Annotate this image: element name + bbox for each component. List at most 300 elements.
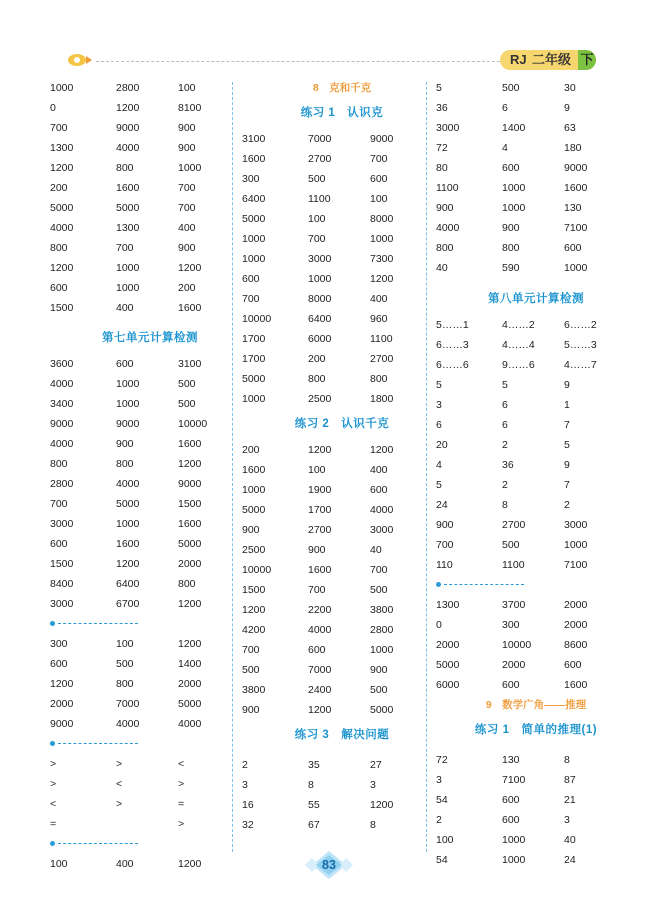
answer-value: 2000 bbox=[564, 619, 588, 631]
answer-value: 5 bbox=[502, 379, 508, 391]
answer-value: 1000 bbox=[116, 398, 140, 410]
answer-row bbox=[50, 534, 250, 554]
answer-value: 4200 bbox=[242, 624, 266, 636]
answer-row bbox=[436, 315, 636, 335]
answer-row bbox=[436, 395, 636, 415]
answer-value: > bbox=[50, 758, 57, 770]
answer-value: 130 bbox=[564, 202, 582, 214]
answer-value: 100 bbox=[178, 82, 196, 94]
answer-row bbox=[50, 794, 250, 814]
answer-row bbox=[50, 218, 250, 238]
answer-row bbox=[242, 640, 442, 660]
answer-row bbox=[50, 634, 250, 654]
answer-value: 1600 bbox=[178, 302, 202, 314]
answer-value: 1500 bbox=[178, 498, 202, 510]
answer-value: 1000 bbox=[50, 82, 74, 94]
answer-row bbox=[50, 158, 250, 178]
answer-value: 30 bbox=[564, 82, 576, 94]
answer-value: 500 bbox=[502, 82, 520, 94]
answer-value: 2500 bbox=[242, 544, 266, 556]
answer-value: 36 bbox=[502, 459, 514, 471]
answer-row bbox=[436, 830, 636, 850]
answer-value: 100 bbox=[50, 858, 68, 870]
answer-row bbox=[242, 815, 442, 835]
answer-row bbox=[50, 178, 250, 198]
answer-value: 1000 bbox=[242, 233, 266, 245]
answer-value: 1200 bbox=[50, 678, 74, 690]
answer-value: 5000 bbox=[242, 213, 266, 225]
answer-row bbox=[242, 660, 442, 680]
answer-value: 600 bbox=[502, 794, 520, 806]
answer-value: 3800 bbox=[242, 684, 266, 696]
answer-value: 700 bbox=[242, 293, 260, 305]
answer-value: 8600 bbox=[564, 639, 588, 651]
answer-value: 500 bbox=[370, 584, 388, 596]
answer-value: 300 bbox=[502, 619, 520, 631]
badge-grade: 二年级 bbox=[532, 52, 572, 67]
answer-value: 590 bbox=[502, 262, 520, 274]
answer-value: 80 bbox=[436, 162, 448, 174]
answer-value: 9000 bbox=[116, 122, 140, 134]
answer-value: 1200 bbox=[370, 273, 394, 285]
answer-row bbox=[50, 514, 250, 534]
answer-value: 200 bbox=[50, 182, 68, 194]
answer-row bbox=[436, 475, 636, 495]
answer-row bbox=[436, 770, 636, 790]
answer-value: 4000 bbox=[50, 378, 74, 390]
answer-value: 500 bbox=[502, 539, 520, 551]
answer-row bbox=[50, 694, 250, 714]
answer-value: 1200 bbox=[116, 102, 140, 114]
answer-value: 2700 bbox=[308, 524, 332, 536]
answer-value: 6……2 bbox=[564, 319, 597, 331]
answer-row bbox=[50, 554, 250, 574]
answer-row bbox=[50, 414, 250, 434]
answer-value: 1200 bbox=[50, 262, 74, 274]
section-title: 练习 1 简单的推理(1) bbox=[474, 724, 598, 736]
answer-value: 2 bbox=[436, 814, 442, 826]
answer-value: 6……6 bbox=[436, 359, 469, 371]
answer-value: 1600 bbox=[242, 153, 266, 165]
answer-value: 1600 bbox=[564, 679, 588, 691]
answer-value: 700 bbox=[242, 644, 260, 656]
answer-value: 4000 bbox=[116, 478, 140, 490]
answer-value: 1300 bbox=[50, 142, 74, 154]
answer-value: 9000 bbox=[564, 162, 588, 174]
answer-value: < bbox=[178, 758, 185, 770]
answer-value: 600 bbox=[50, 282, 68, 294]
answer-value: 1700 bbox=[242, 353, 266, 365]
answer-value: 72 bbox=[436, 754, 448, 766]
answer-row bbox=[436, 515, 636, 535]
answer-value: 3000 bbox=[50, 598, 74, 610]
answer-value: 6400 bbox=[242, 193, 266, 205]
answer-value: 1000 bbox=[116, 518, 140, 530]
answer-value: 0 bbox=[50, 102, 56, 114]
answer-value: 1000 bbox=[116, 282, 140, 294]
answer-row bbox=[242, 560, 442, 580]
section-title: 练习 3 解决问题 bbox=[294, 729, 390, 741]
answer-value: 400 bbox=[370, 464, 388, 476]
answer-value: 1600 bbox=[178, 438, 202, 450]
answer-value: 1100 bbox=[436, 182, 459, 194]
answer-value: 800 bbox=[178, 578, 196, 590]
answer-value: 600 bbox=[308, 644, 326, 656]
answer-row bbox=[436, 198, 636, 218]
answer-value: 7100 bbox=[564, 222, 588, 234]
answer-value: 1600 bbox=[178, 518, 202, 530]
answer-row bbox=[242, 189, 442, 209]
answer-value: 400 bbox=[178, 222, 196, 234]
answer-value: 2800 bbox=[116, 82, 140, 94]
answer-value: 5000 bbox=[436, 659, 460, 671]
answer-value: 9000 bbox=[50, 418, 74, 430]
answer-value: 2500 bbox=[308, 393, 332, 405]
answer-value: 600 bbox=[116, 358, 134, 370]
answer-value: 2800 bbox=[50, 478, 74, 490]
answer-row bbox=[436, 118, 636, 138]
answer-value: 40 bbox=[436, 262, 448, 274]
answer-value: 10000 bbox=[178, 418, 208, 430]
answer-value: 20 bbox=[436, 439, 448, 451]
answer-value: 3 bbox=[564, 814, 570, 826]
answer-value: 1800 bbox=[370, 393, 394, 405]
answer-value: 300 bbox=[242, 173, 260, 185]
answer-value: 2 bbox=[502, 479, 508, 491]
answer-value: = bbox=[178, 798, 185, 810]
answer-row bbox=[242, 700, 442, 720]
answer-value: 3700 bbox=[502, 599, 526, 611]
answer-value: 1000 bbox=[370, 233, 394, 245]
answer-row bbox=[436, 455, 636, 475]
answer-row bbox=[242, 795, 442, 815]
answer-value: 5000 bbox=[242, 373, 266, 385]
answer-value: 180 bbox=[564, 142, 582, 154]
answer-row bbox=[436, 535, 636, 555]
answer-row bbox=[436, 258, 636, 278]
answer-value: 3 bbox=[242, 779, 248, 791]
bullet-dot-icon bbox=[50, 741, 55, 746]
answer-value: 1200 bbox=[50, 162, 74, 174]
answer-row bbox=[436, 790, 636, 810]
badge-prefix: RJ bbox=[510, 52, 527, 67]
answer-row bbox=[242, 289, 442, 309]
answer-value: 67 bbox=[308, 819, 320, 831]
answer-value: 7000 bbox=[308, 133, 332, 145]
answer-value: 7000 bbox=[308, 664, 332, 676]
answer-row bbox=[242, 600, 442, 620]
answer-value: 100 bbox=[370, 193, 388, 205]
answer-row bbox=[242, 540, 442, 560]
answer-value: 800 bbox=[436, 242, 454, 254]
answer-column-2 bbox=[242, 78, 442, 835]
answer-value: 200 bbox=[308, 353, 326, 365]
answer-value: 8000 bbox=[370, 213, 394, 225]
answer-value: 3000 bbox=[308, 253, 332, 265]
answer-row bbox=[50, 198, 250, 218]
answer-row bbox=[50, 394, 250, 414]
answer-value: 7 bbox=[564, 479, 570, 491]
answer-row bbox=[50, 298, 250, 318]
answer-value: 1000 bbox=[370, 644, 394, 656]
answer-value: 110 bbox=[436, 559, 453, 571]
answer-value: 700 bbox=[116, 242, 134, 254]
answer-value: 900 bbox=[370, 664, 388, 676]
answer-value: 8400 bbox=[50, 578, 74, 590]
answer-value: 2000 bbox=[178, 558, 202, 570]
answer-value: 1200 bbox=[178, 638, 202, 650]
answer-row bbox=[242, 209, 442, 229]
answer-value: 400 bbox=[116, 858, 134, 870]
answer-value: 1200 bbox=[178, 458, 202, 470]
chapter-title: 8 克和千克 bbox=[312, 82, 372, 94]
answer-value: 40 bbox=[564, 834, 576, 846]
answer-value: 6 bbox=[436, 419, 442, 431]
dashed-rule bbox=[444, 584, 524, 585]
answer-value: 7300 bbox=[370, 253, 394, 265]
answer-value: 600 bbox=[370, 173, 388, 185]
answer-row bbox=[50, 238, 250, 258]
answer-row bbox=[436, 158, 636, 178]
answer-value: 2 bbox=[242, 759, 248, 771]
answer-value: 500 bbox=[242, 664, 260, 676]
answer-value: 5000 bbox=[242, 504, 266, 516]
answer-value: 1200 bbox=[308, 444, 332, 456]
answer-value: 900 bbox=[178, 122, 196, 134]
answer-row bbox=[436, 850, 636, 870]
answer-value: 900 bbox=[178, 242, 196, 254]
answer-value: 3 bbox=[436, 774, 442, 786]
answer-row bbox=[436, 178, 636, 198]
answer-value: 2000 bbox=[436, 639, 460, 651]
answer-value: > bbox=[116, 758, 123, 770]
answer-value: 2700 bbox=[308, 153, 332, 165]
answer-value: 1600 bbox=[308, 564, 332, 576]
answer-value: 100 bbox=[308, 213, 326, 225]
answer-value: 200 bbox=[242, 444, 260, 456]
answer-value: 800 bbox=[116, 458, 134, 470]
answer-value: 6000 bbox=[308, 333, 332, 345]
answer-value: 3100 bbox=[242, 133, 266, 145]
answer-value: 600 bbox=[242, 273, 260, 285]
answer-value: 3000 bbox=[436, 122, 460, 134]
answer-value: 6000 bbox=[436, 679, 460, 691]
section-title: 第八单元计算检测 bbox=[488, 293, 584, 305]
answer-value: 3800 bbox=[370, 604, 394, 616]
block-separator bbox=[50, 734, 250, 754]
answer-value: 1000 bbox=[502, 834, 526, 846]
answer-row bbox=[50, 138, 250, 158]
answer-value: 1100 bbox=[370, 333, 393, 345]
answer-value: 1000 bbox=[564, 539, 588, 551]
answer-value: 1700 bbox=[242, 333, 266, 345]
answer-value: 1700 bbox=[308, 504, 332, 516]
answer-value: 600 bbox=[564, 659, 582, 671]
answer-value: 1300 bbox=[436, 599, 460, 611]
answer-value: 5 bbox=[436, 379, 442, 391]
answer-value: 700 bbox=[50, 122, 68, 134]
answer-value: 72 bbox=[436, 142, 448, 154]
answer-value: 800 bbox=[502, 242, 520, 254]
answer-value: 1000 bbox=[242, 253, 266, 265]
answer-value: 9000 bbox=[178, 478, 202, 490]
answer-value: 600 bbox=[50, 538, 68, 550]
answer-value: 8 bbox=[370, 819, 376, 831]
answer-value: 6 bbox=[502, 399, 508, 411]
answer-value: 600 bbox=[564, 242, 582, 254]
answer-row bbox=[50, 654, 250, 674]
answer-value: 1000 bbox=[502, 182, 526, 194]
answer-value: 500 bbox=[116, 658, 134, 670]
answer-value: 600 bbox=[502, 162, 520, 174]
answer-value: 2000 bbox=[564, 599, 588, 611]
answer-value: 1000 bbox=[242, 484, 266, 496]
answer-row bbox=[50, 754, 250, 774]
block-separator bbox=[436, 575, 636, 595]
answer-value: 32 bbox=[242, 819, 254, 831]
answer-value: 1000 bbox=[564, 262, 588, 274]
answer-value: 300 bbox=[50, 638, 68, 650]
answer-value: 63 bbox=[564, 122, 576, 134]
answer-value: 5000 bbox=[116, 202, 140, 214]
answer-value: 2200 bbox=[308, 604, 332, 616]
answer-value: 5 bbox=[436, 82, 442, 94]
answer-row bbox=[50, 674, 250, 694]
answer-row bbox=[436, 655, 636, 675]
answer-value: 960 bbox=[370, 313, 388, 325]
answer-value: 21 bbox=[564, 794, 576, 806]
answer-value: 2400 bbox=[308, 684, 332, 696]
answer-value: 1200 bbox=[178, 262, 202, 274]
answer-row bbox=[50, 454, 250, 474]
answer-value: < bbox=[116, 778, 123, 790]
answer-value: 1100 bbox=[502, 559, 525, 571]
answer-value: 55 bbox=[308, 799, 320, 811]
section-title: 练习 2 认识千克 bbox=[294, 418, 390, 430]
answer-value: 1100 bbox=[308, 193, 331, 205]
answer-value: 700 bbox=[178, 202, 196, 214]
answer-row bbox=[242, 460, 442, 480]
answer-row bbox=[242, 580, 442, 600]
answer-value: 24 bbox=[564, 854, 576, 866]
answer-value: 1900 bbox=[308, 484, 332, 496]
answer-row bbox=[242, 169, 442, 189]
answer-value: 700 bbox=[370, 153, 388, 165]
answer-value: 4000 bbox=[178, 718, 202, 730]
answer-value: 1 bbox=[564, 399, 570, 411]
answer-value: 9 bbox=[564, 102, 570, 114]
answer-value: 5000 bbox=[116, 498, 140, 510]
answer-value: 700 bbox=[308, 233, 326, 245]
section-title: 练习 1 认识克 bbox=[300, 107, 384, 119]
bullet-dot-icon bbox=[50, 621, 55, 626]
answer-row bbox=[242, 269, 442, 289]
answer-row bbox=[242, 500, 442, 520]
answer-row bbox=[50, 434, 250, 454]
answer-value: 87 bbox=[564, 774, 576, 786]
dashed-rule bbox=[58, 743, 138, 744]
answer-row bbox=[50, 474, 250, 494]
answer-value: 1400 bbox=[502, 122, 526, 134]
answer-value: 1600 bbox=[116, 538, 140, 550]
answer-value: 1600 bbox=[242, 464, 266, 476]
answer-row bbox=[50, 714, 250, 734]
answer-column-1 bbox=[50, 78, 250, 874]
answer-value: 1200 bbox=[178, 858, 202, 870]
answer-value: 3100 bbox=[178, 358, 202, 370]
answer-row bbox=[242, 775, 442, 795]
answer-value: 35 bbox=[308, 759, 320, 771]
answer-value: 900 bbox=[178, 142, 196, 154]
answer-value: 2 bbox=[502, 439, 508, 451]
answer-value: 4000 bbox=[308, 624, 332, 636]
rocket-icon bbox=[66, 52, 92, 68]
answer-row bbox=[242, 229, 442, 249]
answer-value: 9……6 bbox=[502, 359, 535, 371]
answer-value: 2000 bbox=[502, 659, 526, 671]
answer-value: 900 bbox=[502, 222, 520, 234]
answer-row bbox=[242, 520, 442, 540]
answer-value: 3000 bbox=[50, 518, 74, 530]
answer-value: 600 bbox=[370, 484, 388, 496]
answer-row bbox=[50, 258, 250, 278]
answer-value: > bbox=[178, 778, 185, 790]
answer-row bbox=[436, 138, 636, 158]
answer-row bbox=[436, 238, 636, 258]
answer-value: 900 bbox=[242, 704, 260, 716]
answer-value: 800 bbox=[50, 242, 68, 254]
answer-row bbox=[50, 774, 250, 794]
answer-value: 600 bbox=[502, 814, 520, 826]
answer-value: 800 bbox=[116, 678, 134, 690]
answer-value: 7100 bbox=[564, 559, 588, 571]
answer-value: 3600 bbox=[50, 358, 74, 370]
answer-row bbox=[50, 354, 250, 374]
answer-value: 1500 bbox=[50, 302, 74, 314]
answer-value: 2700 bbox=[370, 353, 394, 365]
answer-row bbox=[436, 98, 636, 118]
answer-value: 4……4 bbox=[502, 339, 535, 351]
answer-value: 10000 bbox=[242, 313, 272, 325]
answer-value: 27 bbox=[370, 759, 382, 771]
answer-value: 130 bbox=[502, 754, 520, 766]
answer-row bbox=[50, 118, 250, 138]
bullet-dot-icon bbox=[436, 582, 441, 587]
answer-value: 1600 bbox=[116, 182, 140, 194]
answer-value: 8000 bbox=[308, 293, 332, 305]
answer-value: 700 bbox=[50, 498, 68, 510]
answer-value: 800 bbox=[50, 458, 68, 470]
answer-value: 700 bbox=[370, 564, 388, 576]
answer-value: 4000 bbox=[370, 504, 394, 516]
answer-value: 2700 bbox=[502, 519, 526, 531]
answer-value: 54 bbox=[436, 794, 448, 806]
answer-value: 1200 bbox=[116, 558, 140, 570]
answer-value: 1500 bbox=[242, 584, 266, 596]
answer-value: 4 bbox=[436, 459, 442, 471]
answer-row bbox=[242, 249, 442, 269]
answer-value: > bbox=[178, 818, 185, 830]
answer-value: 900 bbox=[116, 438, 134, 450]
answer-value: 36 bbox=[436, 102, 448, 114]
answer-value: 1200 bbox=[370, 799, 394, 811]
answer-value: 900 bbox=[436, 202, 454, 214]
answer-value: 800 bbox=[116, 162, 134, 174]
answer-value: 5000 bbox=[178, 698, 202, 710]
answer-value: 24 bbox=[436, 499, 448, 511]
dashed-rule bbox=[58, 843, 138, 844]
answer-value: 2800 bbox=[370, 624, 394, 636]
